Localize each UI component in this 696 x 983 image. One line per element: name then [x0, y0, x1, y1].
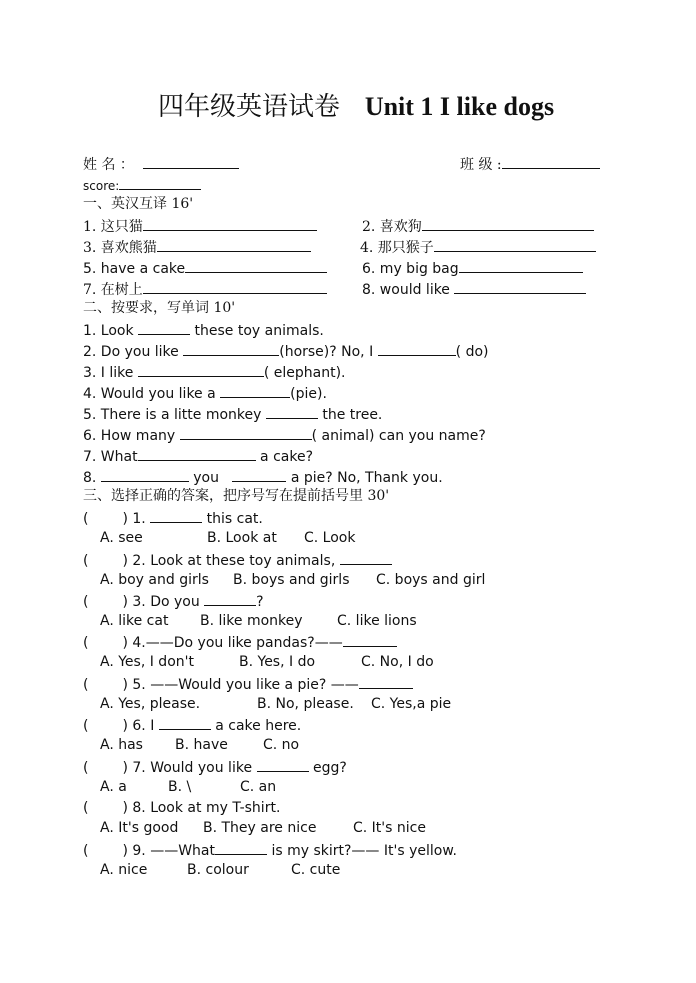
s1-item-3: 3. 喜欢熊猫: [83, 237, 311, 257]
q-stem: ( ) 8. Look at my T-shirt.: [83, 800, 281, 816]
option[interactable]: A. like cat: [100, 613, 169, 629]
option[interactable]: C. cute: [291, 862, 341, 878]
q-blank[interactable]: [150, 508, 202, 523]
option[interactable]: C. an: [240, 779, 277, 795]
q-blank[interactable]: [215, 840, 267, 855]
q-blank[interactable]: [204, 591, 256, 606]
q-blank[interactable]: [257, 757, 309, 772]
q-stem: ( ) 2. Look at these toy animals,: [83, 550, 392, 570]
name-label: 姓 名 ：: [83, 157, 134, 173]
s1-item-8: 8. would like: [362, 279, 586, 299]
s1-item-4: 4. 那只猴子: [360, 237, 596, 257]
option[interactable]: C. Yes,a pie: [371, 696, 452, 712]
s2-item-4: 4. Would you like a (pie).: [83, 383, 327, 403]
s2-blank[interactable]: [266, 404, 318, 419]
option[interactable]: C. no: [263, 737, 300, 753]
q-blank[interactable]: [340, 550, 392, 565]
score-field: [83, 175, 201, 195]
s2-item-6: 6. How many ( animal) can you name?: [83, 425, 486, 445]
s2-blank[interactable]: [101, 467, 189, 482]
q-options: [100, 778, 276, 796]
page-title: [158, 86, 554, 123]
answer-slot[interactable]: [88, 551, 122, 565]
section2-heading: 二、按要求，写单词 10': [83, 300, 236, 316]
q-stem: ( ) 4.——Do you like pandas?——: [83, 632, 397, 652]
answer-slot[interactable]: [88, 509, 122, 523]
q-options: [100, 612, 417, 630]
s2-blank[interactable]: [232, 467, 286, 482]
s2-item-5: 5. There is a litte monkey the tree.: [83, 404, 382, 424]
answer-slot[interactable]: [88, 592, 122, 606]
option[interactable]: C. No, I do: [361, 654, 434, 670]
option[interactable]: C. Look: [304, 530, 356, 546]
q-blank[interactable]: [359, 674, 413, 689]
class-label: 班 级 :: [460, 157, 502, 173]
option[interactable]: B. \: [168, 779, 192, 795]
score-blank[interactable]: [119, 175, 201, 190]
s1-item-5: 5. have a cake: [83, 258, 327, 278]
q-blank[interactable]: [343, 632, 397, 647]
q-options: [100, 571, 485, 589]
s2-blank[interactable]: [138, 446, 256, 461]
q-options: [100, 861, 340, 879]
s2-blank[interactable]: [378, 341, 456, 356]
option[interactable]: B. No, please.: [257, 696, 354, 712]
s1-item-2: 2. 喜欢狗: [362, 216, 594, 236]
score-label: score:: [83, 179, 120, 193]
s1-item-6: 6. my big bag: [362, 258, 583, 278]
q-options: [100, 736, 299, 754]
answer-slot[interactable]: [88, 758, 122, 772]
q-stem: ( ) 1. this cat.: [83, 508, 263, 528]
s2-item-7: 7. What a cake?: [83, 446, 313, 466]
answer-slot[interactable]: [88, 798, 122, 812]
option[interactable]: B. boys and girls: [233, 572, 350, 588]
q-stem: ( ) 5. ——Would you like a pie? ——: [83, 674, 413, 694]
option[interactable]: A. Yes, I don't: [100, 654, 194, 670]
option[interactable]: C. boys and girl: [376, 572, 486, 588]
s1-item-1: 1. 这只猫: [83, 216, 317, 236]
option[interactable]: B. have: [175, 737, 228, 753]
s1-blank-8[interactable]: [454, 279, 586, 294]
s1-blank-6[interactable]: [459, 258, 583, 273]
answer-slot[interactable]: [88, 841, 122, 855]
class-blank[interactable]: [502, 154, 600, 169]
q-stem: ( ) 7. Would you like egg?: [83, 757, 347, 777]
name-blank[interactable]: [143, 154, 239, 169]
s1-blank-1[interactable]: [143, 216, 317, 231]
s2-blank[interactable]: [220, 383, 290, 398]
option[interactable]: A. a: [100, 779, 127, 795]
s1-blank-7[interactable]: [143, 279, 327, 294]
q-options: [100, 653, 434, 671]
option[interactable]: A. has: [100, 737, 143, 753]
title-en: Unit 1 I like dogs: [364, 92, 555, 121]
section3-heading: 三、选择正确的答案，把序号写在提前括号里 30': [83, 488, 390, 504]
option[interactable]: A. boy and girls: [100, 572, 209, 588]
option[interactable]: C. It's nice: [353, 820, 426, 836]
answer-slot[interactable]: [88, 675, 122, 689]
q-blank[interactable]: [159, 715, 211, 730]
option[interactable]: A. nice: [100, 862, 148, 878]
s2-item-2: 2. Do you like (horse)? No, I ( do): [83, 341, 489, 361]
s2-blank[interactable]: [180, 425, 312, 440]
s1-blank-4[interactable]: [434, 237, 596, 252]
option[interactable]: A. see: [100, 530, 143, 546]
option[interactable]: B. colour: [187, 862, 249, 878]
option[interactable]: A. Yes, please.: [100, 696, 201, 712]
q-stem: ( ) 6. I a cake here.: [83, 715, 301, 735]
s2-item-1: 1. Look these toy animals.: [83, 320, 324, 340]
option[interactable]: B. Yes, I do: [239, 654, 316, 670]
s2-blank[interactable]: [138, 362, 264, 377]
answer-slot[interactable]: [88, 716, 122, 730]
name-field: [83, 154, 239, 174]
option[interactable]: A. It's good: [100, 820, 179, 836]
s1-blank-2[interactable]: [422, 216, 594, 231]
q-options: [100, 819, 426, 837]
s2-item-3: 3. I like ( elephant).: [83, 362, 346, 382]
s1-item-7: 7. 在树上: [83, 279, 327, 299]
section1-heading: 一、英汉互译 16': [83, 196, 194, 212]
answer-slot[interactable]: [88, 633, 122, 647]
q-options: [100, 695, 451, 713]
s1-blank-5[interactable]: [185, 258, 327, 273]
q-options: [100, 529, 355, 547]
option[interactable]: B. Look at: [207, 530, 277, 546]
q-stem: ( ) 9. ——What is my skirt?—— It's yellow.: [83, 840, 457, 860]
s2-item-8: 8. you a pie? No, Thank you.: [83, 467, 443, 487]
q-stem: ( ) 3. Do you ?: [83, 591, 264, 611]
s2-blank[interactable]: [138, 320, 190, 335]
class-field: [460, 154, 600, 174]
s1-blank-3[interactable]: [157, 237, 311, 252]
s2-blank[interactable]: [183, 341, 279, 356]
option[interactable]: B. They are nice: [203, 820, 317, 836]
option[interactable]: C. like lions: [337, 613, 417, 629]
option[interactable]: B. like monkey: [200, 613, 303, 629]
title-cn: 四年级英语试卷: [158, 92, 341, 122]
